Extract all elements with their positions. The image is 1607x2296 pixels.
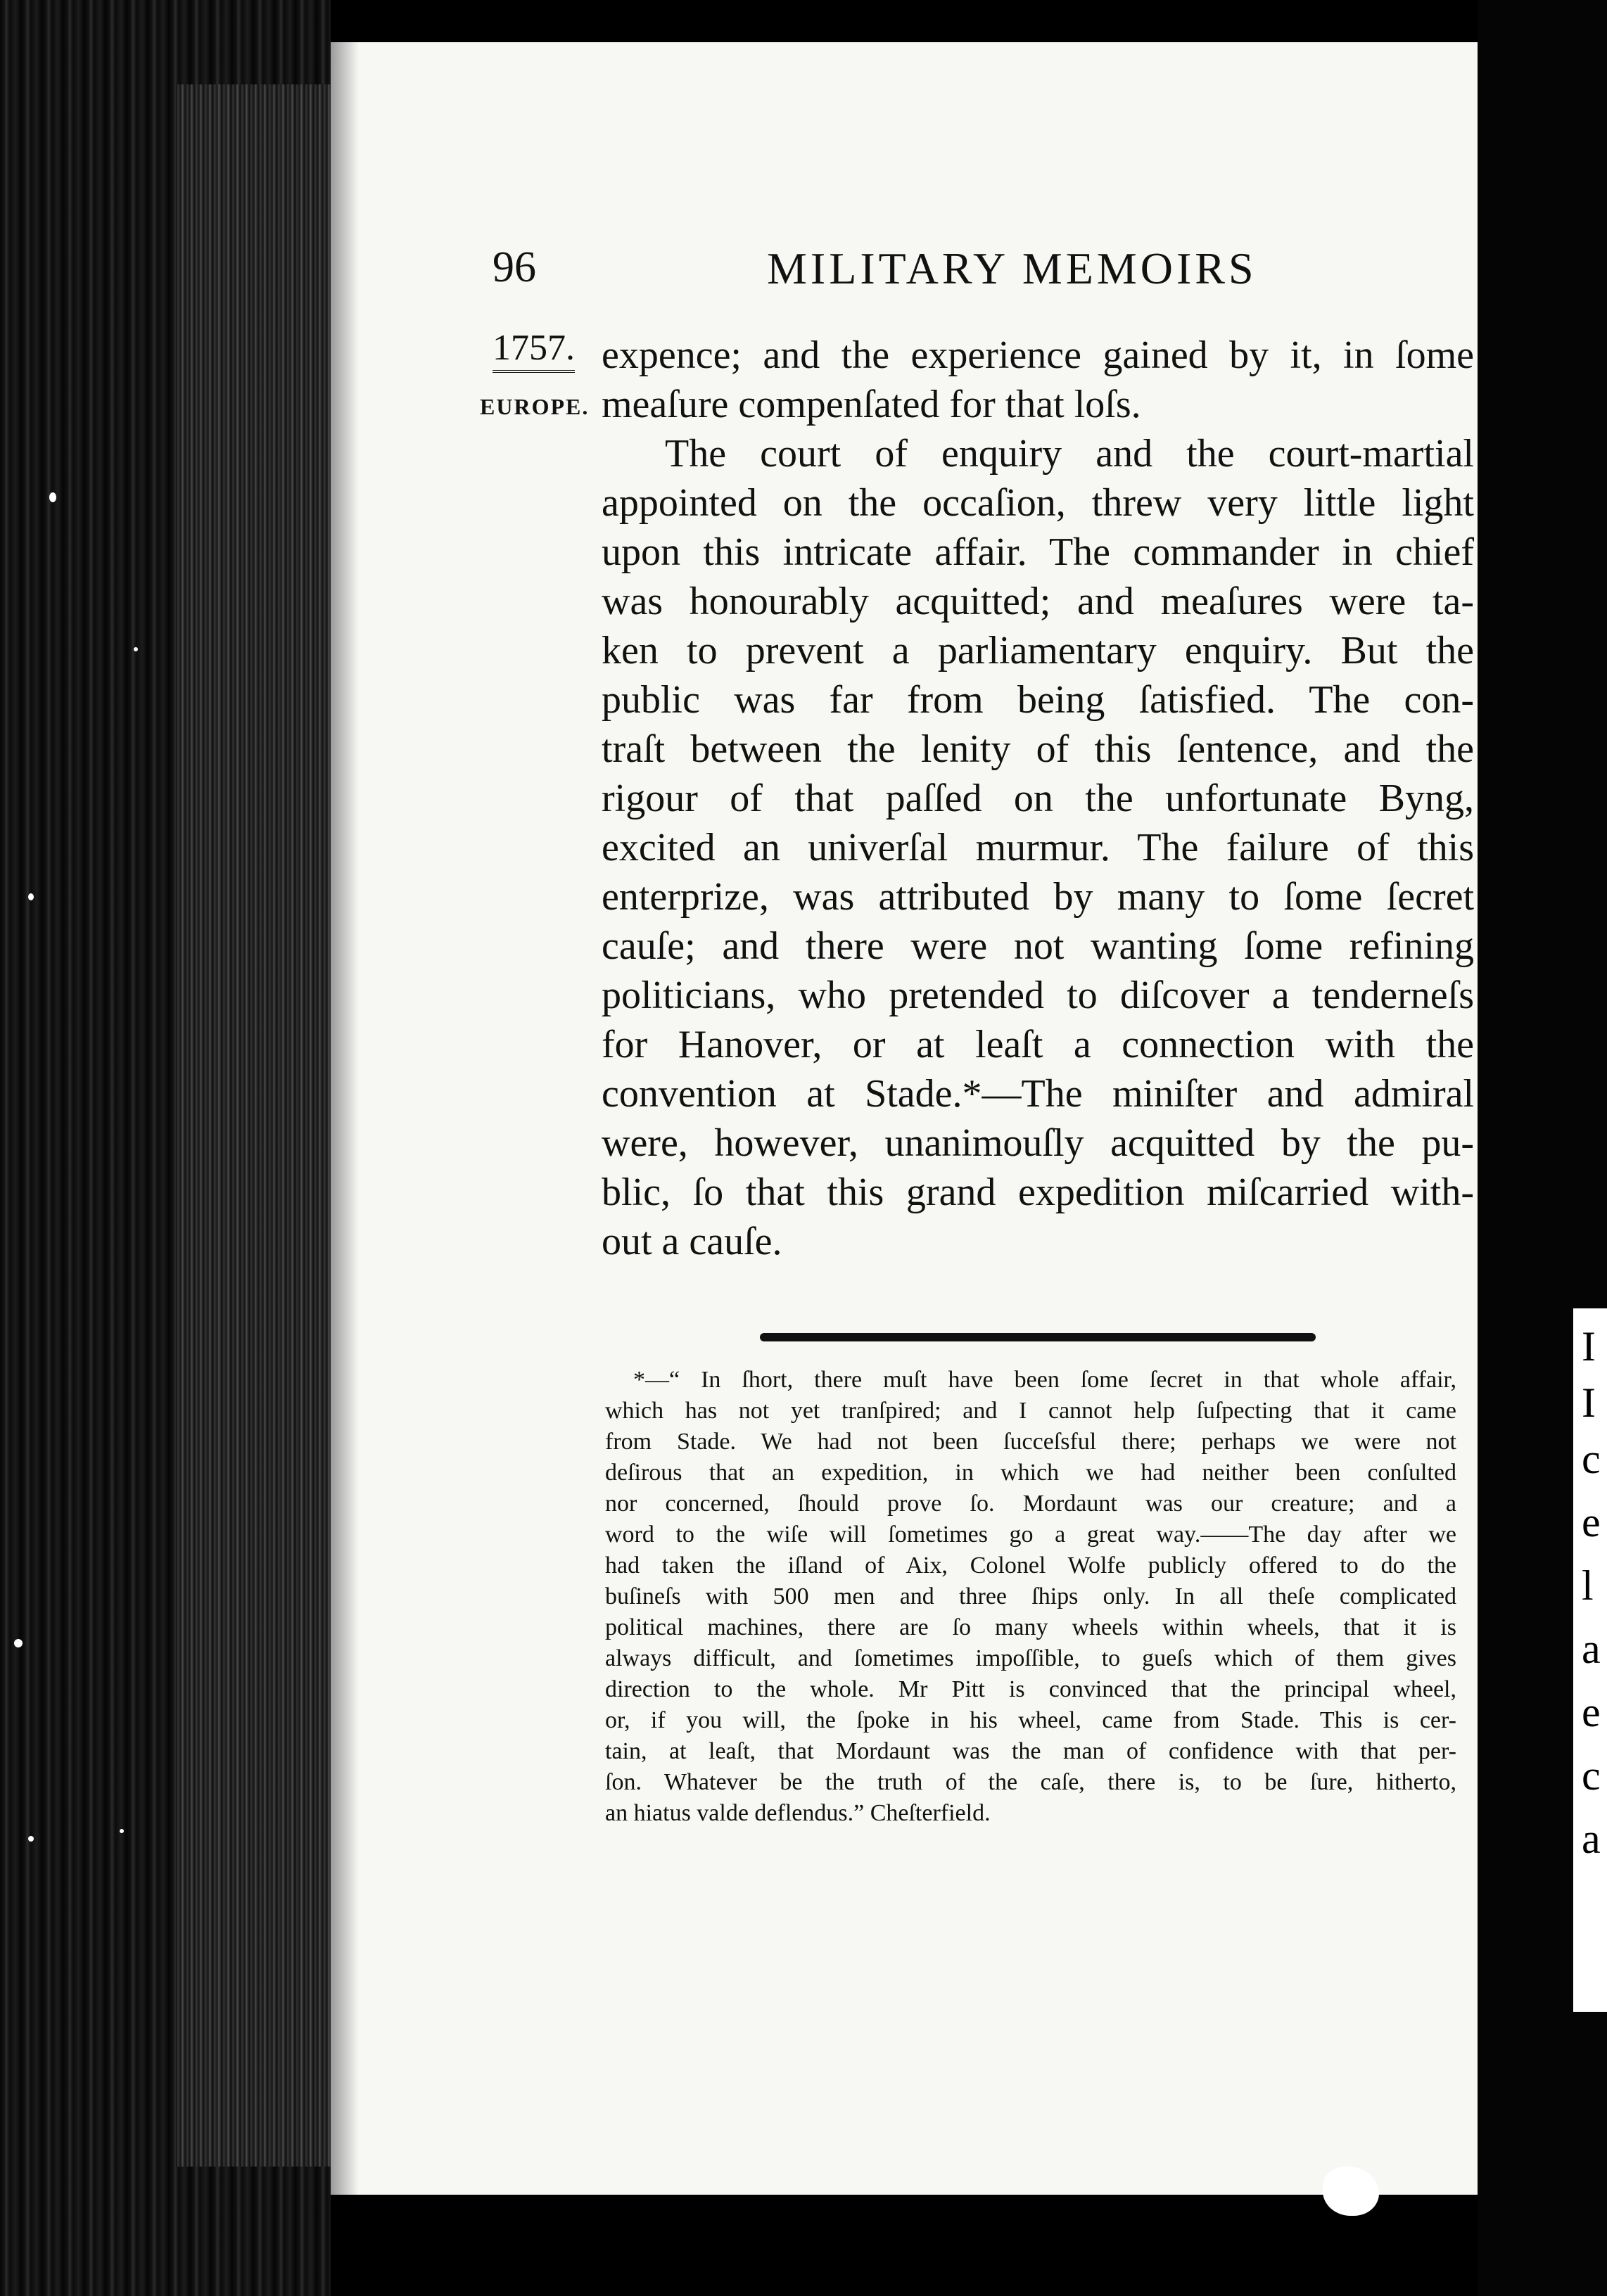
body-line: convention at Stade.*—The miniſter and admiral bbox=[602, 1072, 1474, 1116]
body-line: cauſe; and there were not wanting ſome refining bbox=[602, 924, 1474, 968]
scan-speck bbox=[134, 647, 138, 651]
body-line: appointed on the occaſion, threw very little light bbox=[602, 481, 1474, 525]
footnote-line: deſirous that an expedition, in which we had neither been conſulted bbox=[605, 1460, 1456, 1486]
body-line: out a cauſe. bbox=[602, 1220, 782, 1263]
footnote-line: nor concerned, ſhould prove ſo. Mordaunt was our creature; and a bbox=[605, 1491, 1456, 1517]
next-page-letter: e bbox=[1582, 1499, 1601, 1545]
scan-speck bbox=[28, 893, 34, 900]
next-page-letter: I bbox=[1582, 1323, 1596, 1370]
scan-speck bbox=[49, 492, 56, 502]
body-line: for Hanover, or at leaſt a connection with the bbox=[602, 1023, 1474, 1066]
scan-speck bbox=[120, 1829, 124, 1833]
footnote-line: tain, at leaſt, that Mordaunt was the man of confidence with that per- bbox=[605, 1738, 1456, 1764]
body-text bbox=[602, 331, 1474, 1266]
body-line: meaſure compenſated for that loſs. bbox=[602, 383, 1141, 426]
page-curl-shadow bbox=[331, 42, 359, 2195]
next-page-letter: a bbox=[1582, 1816, 1601, 1862]
margin-year: 1757. bbox=[493, 327, 575, 373]
footnote-line: buſineſs with 500 men and three ſhips only. In all theſe complicated bbox=[605, 1583, 1456, 1609]
footnote-line: which has not yet tranſpired; and I cannot help ſuſpecting that it came bbox=[605, 1398, 1456, 1424]
footnote-rule bbox=[760, 1333, 1316, 1341]
footnote bbox=[605, 1365, 1456, 1829]
page-number: 96 bbox=[493, 243, 536, 291]
body-line: The court of enquiry and the court-martial bbox=[665, 432, 1474, 476]
next-page-letter: l bbox=[1582, 1562, 1594, 1609]
footnote-line: *—“ In ſhort, there muſt have been ſome ſecret in that whole affair, bbox=[633, 1367, 1456, 1393]
next-page-sliver bbox=[1573, 1308, 1607, 2012]
page-edges bbox=[176, 84, 331, 2167]
footnote-line: always difficult, and ſometimes impoſſible, to gueſs which of them gives bbox=[605, 1645, 1456, 1671]
footnote-line: direction to the whole. Mr Pitt is convinced that the principal wheel, bbox=[605, 1676, 1456, 1702]
footnote-line: had taken the iſland of Aix, Colonel Wolfe publicly offered to do the bbox=[605, 1552, 1456, 1579]
footnote-line: word to the wiſe will ſometimes go a great way.——The day after we bbox=[605, 1522, 1456, 1548]
scan-speck bbox=[14, 1639, 23, 1647]
body-line: were, however, unanimouſly acquitted by the pu- bbox=[602, 1121, 1474, 1165]
next-page-letter: c bbox=[1582, 1436, 1601, 1482]
body-line: traſt between the lenity of this ſentence, and the bbox=[602, 727, 1474, 771]
body-line: excited an univerſal murmur. The failure of this bbox=[602, 826, 1474, 869]
body-line: enterprize, was attributed by many to ſome ſecret bbox=[602, 875, 1474, 919]
body-line: public was far from being ſatisfied. The con- bbox=[602, 678, 1474, 722]
scan-speck bbox=[28, 1836, 34, 1842]
body-line: ken to prevent a parliamentary enquiry. But the bbox=[602, 629, 1474, 672]
body-line: expence; and the experience gained by it, in ſome bbox=[602, 333, 1474, 377]
footnote-line: an hiatus valde deflendus.” Cheſterfield. bbox=[605, 1800, 991, 1826]
next-page-letter: c bbox=[1582, 1752, 1601, 1799]
footnote-line: political machines, there are ſo many wheels within wheels, that it is bbox=[605, 1614, 1456, 1640]
footnote-line: from Stade. We had not been ſucceſsful there; perhaps we were not bbox=[605, 1429, 1456, 1455]
body-line: rigour of that paſſed on the unfortunate Byng, bbox=[602, 777, 1474, 820]
body-line: politicians, who pretended to diſcover a tenderneſs bbox=[602, 974, 1474, 1017]
running-head: MILITARY MEMOIRS bbox=[767, 243, 1257, 293]
next-page-letter: a bbox=[1582, 1626, 1601, 1672]
next-page-letter: I bbox=[1582, 1379, 1596, 1426]
margin-place: EUROPE. bbox=[480, 394, 590, 419]
body-line: blic, ſo that this grand expedition miſcarried with- bbox=[602, 1171, 1474, 1214]
next-page-letter: e bbox=[1582, 1689, 1601, 1735]
footnote-line: or, if you will, the ſpoke in his wheel, came from Stade. This is cer- bbox=[605, 1707, 1456, 1733]
body-line: upon this intricate affair. The commander in chief bbox=[602, 530, 1474, 574]
body-line: was honourably acquitted; and meaſures were ta- bbox=[602, 580, 1474, 623]
footnote-line: ſon. Whatever be the truth of the caſe, there is, to be ſure, hitherto, bbox=[605, 1769, 1456, 1795]
